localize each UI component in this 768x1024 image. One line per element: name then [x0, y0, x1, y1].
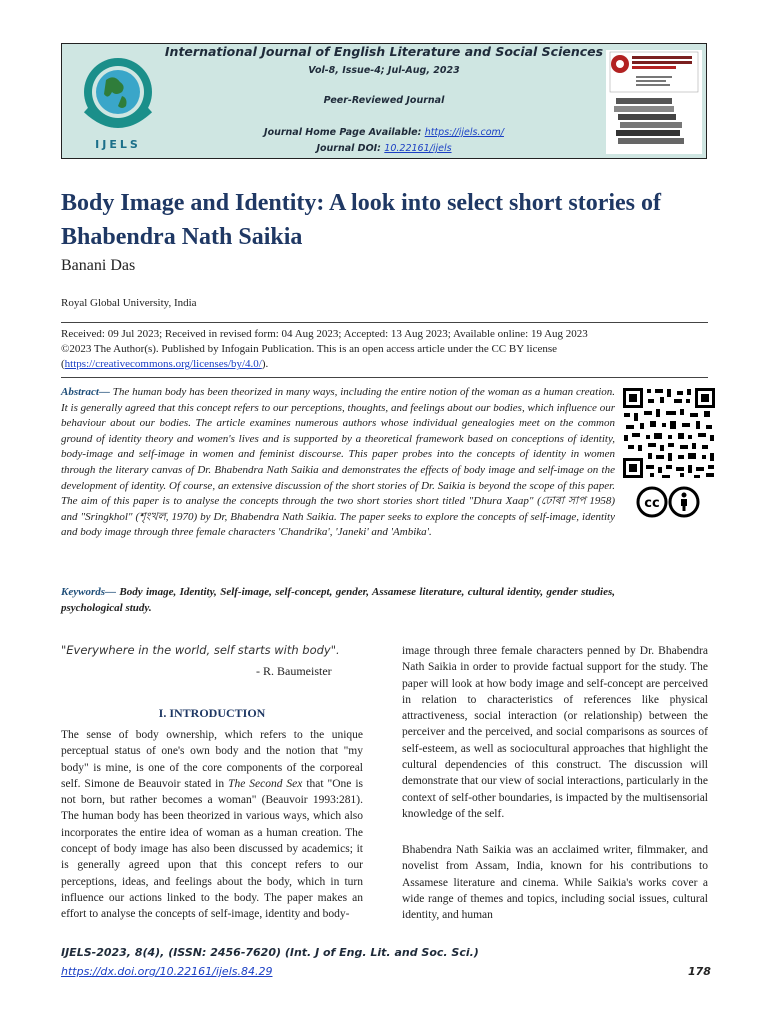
peer-reviewed-label: Peer-Reviewed Journal [323, 95, 445, 106]
qr-code-icon [622, 387, 716, 479]
journal-homepage: Journal Home Page Available: https://ijels.com/ [264, 127, 504, 138]
article-title: Body Image and Identity: A look into select short stories of Bhabendra Nath Saikia [61, 190, 661, 250]
epigraph-author: - R. Baumeister [256, 664, 332, 678]
section-heading-introduction: I. INTRODUCTION [158, 706, 266, 720]
keywords [61, 584, 615, 616]
page-number: 178 [688, 965, 711, 978]
keywords-label: Keywords— [61, 586, 116, 598]
book-title: The Second Sex [228, 777, 303, 790]
abstract-label: Abstract— [61, 386, 110, 398]
journal-doi-link[interactable]: 10.22161/ijels [384, 143, 452, 154]
body-paragraph: Bhabendra Nath Saikia was an acclaimed writer, filmmaker, and novelist from Assam, India, known for his contributions to Assamese literature and cinema. While Saikia's works cover a wide range of themes and topics, including social issues, cultural identity, and human [402, 844, 708, 922]
introduction-paragraph: The sense of body ownership, which refers to the unique perceptual status of one's own body and the notion that "my body" is mine, is one of the core components of the corporeal self. Simone de Beauvoir stated in The Second Sex that "One is not born, but rather becomes a woman" (Beauvoir 1993:281). The human body has been theorized in various ways, which also incorporates the entire idea of woman as a human creation. The concept of body image has also been discussed by academics; it is generally agreed upon that this concept refers to our perceptions, ideas, and feelings about the body, which in turn influence our actions linked to the body. The paper makes an effort to analyse the concepts of self-image, identity and body- [61, 729, 363, 921]
footer-citation: IJELS-2023, 8(4), (ISSN: 2456-7620) (Int. J of Eng. Lit. and Soc. Sci.) [61, 946, 479, 959]
body-paragraph: image through three female characters penned by Dr. Bhabendra Nath Saikia in order to provide factual support for the study. The paper will look at how body image and self-concept are perceived in relation to characteristics of references like physical attractiveness, social interaction (or relationship) between the perceiver and the perceived, and social comparisons as sources of self-esteem, as well as sociocultural approaches that highlight the cultural dependencies of this construct. The discussion will demonstrate that our view of social interactions, particularly in the context of self-other boundaries, is impacted by the multisensorial knowledge of the self. [402, 645, 708, 820]
journal-doi: Journal DOI: 10.22161/ijels [316, 143, 452, 154]
author-affiliation: Royal Global University, India [61, 297, 197, 309]
journal-title: International Journal of English Literature and Social Sciences [164, 44, 604, 59]
journal-cover-image [606, 50, 702, 154]
footer-doi-link[interactable]: https://dx.doi.org/10.22161/ijels.84.29 [61, 965, 273, 978]
license-link[interactable]: https://creativecommons.org/licenses/by/4.0/ [64, 358, 262, 371]
author-name: Banani Das [61, 257, 136, 274]
publication-dates [61, 327, 711, 373]
cc-by-license-icon [636, 486, 700, 518]
divider [61, 322, 708, 323]
divider [61, 377, 708, 378]
homepage-link[interactable]: https://ijels.com/ [424, 127, 504, 138]
svg-text:cc: cc [644, 496, 660, 511]
abstract [61, 385, 615, 541]
svg-text:IJELS: IJELS [95, 138, 141, 151]
license-line: (https://creativecommons.org/licenses/by/4.0/). [61, 358, 269, 371]
dates-line: Received: 09 Jul 2023; Received in revised form: 04 Aug 2023; Accepted: 13 Aug 2023; Available online: 19 Aug 2023 [61, 328, 588, 340]
journal-header [61, 43, 707, 159]
keywords-text: Body image, Identity, Self-image, self-concept, gender, Assamese literature, cultural identity, gender studies, psychological study. [61, 586, 615, 614]
journal-volume: Vol-8, Issue-4; Jul-Aug, 2023 [308, 65, 460, 76]
abstract-text: The human body has been theorized in many ways, including the entire notion of the woman as a human creation. It is generally agreed that this concept refers to our perceptions, thoughts, and feelings about our bodies, which influence our behaviour about our bodies. The article examines numerous authors whose individual genealogies meet on the common ground of identity theory and women's lives and is supported by a theoretical framework based on conceptions of identity, body-image and self-image in women and feminist discourse. This paper probes into the concepts of identity in women through the literary canvas of Dr. Bhabendra Nath Saikia and demonstrates the effects of body image and self-image on the development of identity. Of course, an extensive discussion of the short stories of Dr. Saikia is beyond the scope of this paper. The aim of this paper is to analyse the concepts through the two short stories short titled "Dhura Xaap" (ঢোৰা সাপ 1958) and "Sringkhol" (শৃংখল, 1970) by Dr, Bhabendra Nath Saikia. The paper seeks to explore the concepts of self-image, identity and body image through three female characters 'Chandrika', 'Janeki' and 'Ambika'. [61, 386, 615, 539]
epigraph-quote: "Everywhere in the world, self starts with body". [61, 643, 340, 657]
copyright-line: ©2023 The Author(s). Published by Infogain Publication. This is an open access article under the CC BY license [61, 343, 558, 356]
